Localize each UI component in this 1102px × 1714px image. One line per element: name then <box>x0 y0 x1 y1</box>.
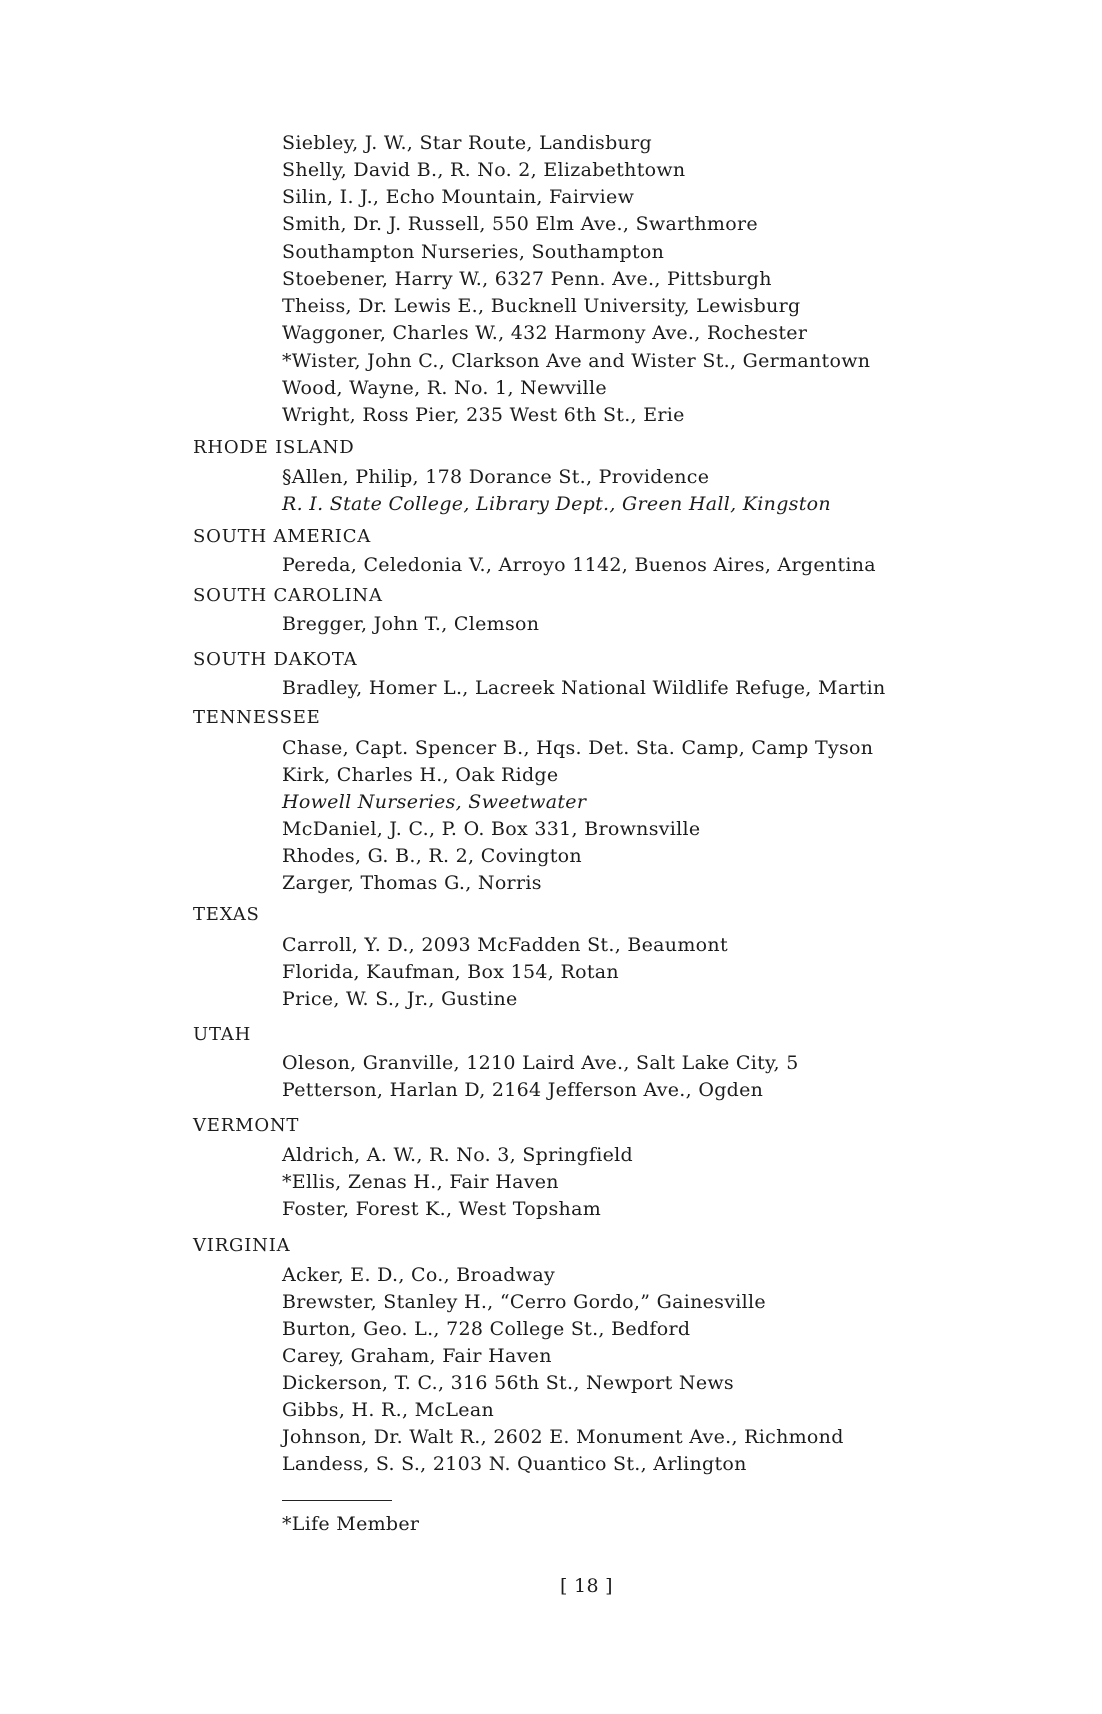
member-entry: Brewster, Stanley H., “Cerro Gordo,” Gainesville <box>282 1291 766 1313</box>
member-entry: Acker, E. D., Co., Broadway <box>282 1264 555 1286</box>
member-entry: Carey, Graham, Fair Haven <box>282 1345 552 1367</box>
state-heading-south-dakota: SOUTH DAKOTA <box>193 649 358 670</box>
member-entry: Howell Nurseries, Sweetwater <box>282 791 587 813</box>
member-entry: Johnson, Dr. Walt R., 2602 E. Monument Ave., Richmond <box>282 1426 844 1448</box>
member-entry: Landess, S. S., 2103 N. Quantico St., Arlington <box>282 1453 747 1475</box>
member-entry: §Allen, Philip, 178 Dorance St., Providence <box>282 466 710 488</box>
member-entry: Petterson, Harlan D, 2164 Jefferson Ave., Ogden <box>282 1079 764 1101</box>
member-entry: Bradley, Homer L., Lacreek National Wildlife Refuge, Martin <box>282 677 886 699</box>
member-entry: *Wister, John C., Clarkson Ave and Wister St., Germantown <box>282 350 871 372</box>
footnote: *Life Member <box>282 1513 420 1535</box>
member-entry: Wright, Ross Pier, 235 West 6th St., Erie <box>282 404 685 426</box>
member-entry: Bregger, John T., Clemson <box>282 613 540 635</box>
member-entry: Southampton Nurseries, Southampton <box>282 241 665 263</box>
page-number: [ 18 ] <box>560 1575 613 1597</box>
member-entry: Aldrich, A. W., R. No. 3, Springfield <box>282 1144 633 1166</box>
state-heading-utah: UTAH <box>193 1024 252 1045</box>
state-heading-tennessee: TENNESSEE <box>193 707 321 728</box>
state-heading-rhode-island: RHODE ISLAND <box>193 437 355 458</box>
member-entry: Gibbs, H. R., McLean <box>282 1399 495 1421</box>
member-entry: Waggoner, Charles W., 432 Harmony Ave., Rochester <box>282 322 808 344</box>
member-entry: Theiss, Dr. Lewis E., Bucknell University, Lewisburg <box>282 295 801 317</box>
member-entry: Price, W. S., Jr., Gustine <box>282 988 518 1010</box>
state-heading-vermont: VERMONT <box>193 1115 300 1136</box>
member-entry: Stoebener, Harry W., 6327 Penn. Ave., Pittsburgh <box>282 268 772 290</box>
member-entry: Chase, Capt. Spencer B., Hqs. Det. Sta. Camp, Camp Tyson <box>282 737 874 759</box>
member-entry: Siebley, J. W., Star Route, Landisburg <box>282 132 652 154</box>
member-entry: Dickerson, T. C., 316 56th St., Newport News <box>282 1372 734 1394</box>
member-entry: Zarger, Thomas G., Norris <box>282 872 542 894</box>
member-entry: *Ellis, Zenas H., Fair Haven <box>282 1171 559 1193</box>
member-entry: Carroll, Y. D., 2093 McFadden St., Beaumont <box>282 934 728 956</box>
member-entry: McDaniel, J. C., P. O. Box 331, Brownsville <box>282 818 701 840</box>
member-entry: R. I. State College, Library Dept., Green Hall, Kingston <box>282 493 831 515</box>
state-heading-texas: TEXAS <box>193 904 260 925</box>
member-entry: Foster, Forest K., West Topsham <box>282 1198 602 1220</box>
member-entry: Florida, Kaufman, Box 154, Rotan <box>282 961 619 983</box>
footnote-rule <box>282 1500 392 1501</box>
state-heading-virginia: VIRGINIA <box>193 1235 291 1256</box>
member-entry: Burton, Geo. L., 728 College St., Bedford <box>282 1318 691 1340</box>
member-entry: Oleson, Granville, 1210 Laird Ave., Salt Lake City, 5 <box>282 1052 799 1074</box>
member-entry: Rhodes, G. B., R. 2, Covington <box>282 845 582 867</box>
member-entry: Wood, Wayne, R. No. 1, Newville <box>282 377 607 399</box>
state-heading-south-carolina: SOUTH CAROLINA <box>193 585 383 606</box>
member-entry: Shelly, David B., R. No. 2, Elizabethtown <box>282 159 686 181</box>
member-entry: Silin, I. J., Echo Mountain, Fairview <box>282 186 635 208</box>
member-entry: Pereda, Celedonia V., Arroyo 1142, Buenos Aires, Argentina <box>282 554 876 576</box>
member-entry: Smith, Dr. J. Russell, 550 Elm Ave., Swarthmore <box>282 213 758 235</box>
member-entry: Kirk, Charles H., Oak Ridge <box>282 764 559 786</box>
state-heading-south-america: SOUTH AMERICA <box>193 526 372 547</box>
